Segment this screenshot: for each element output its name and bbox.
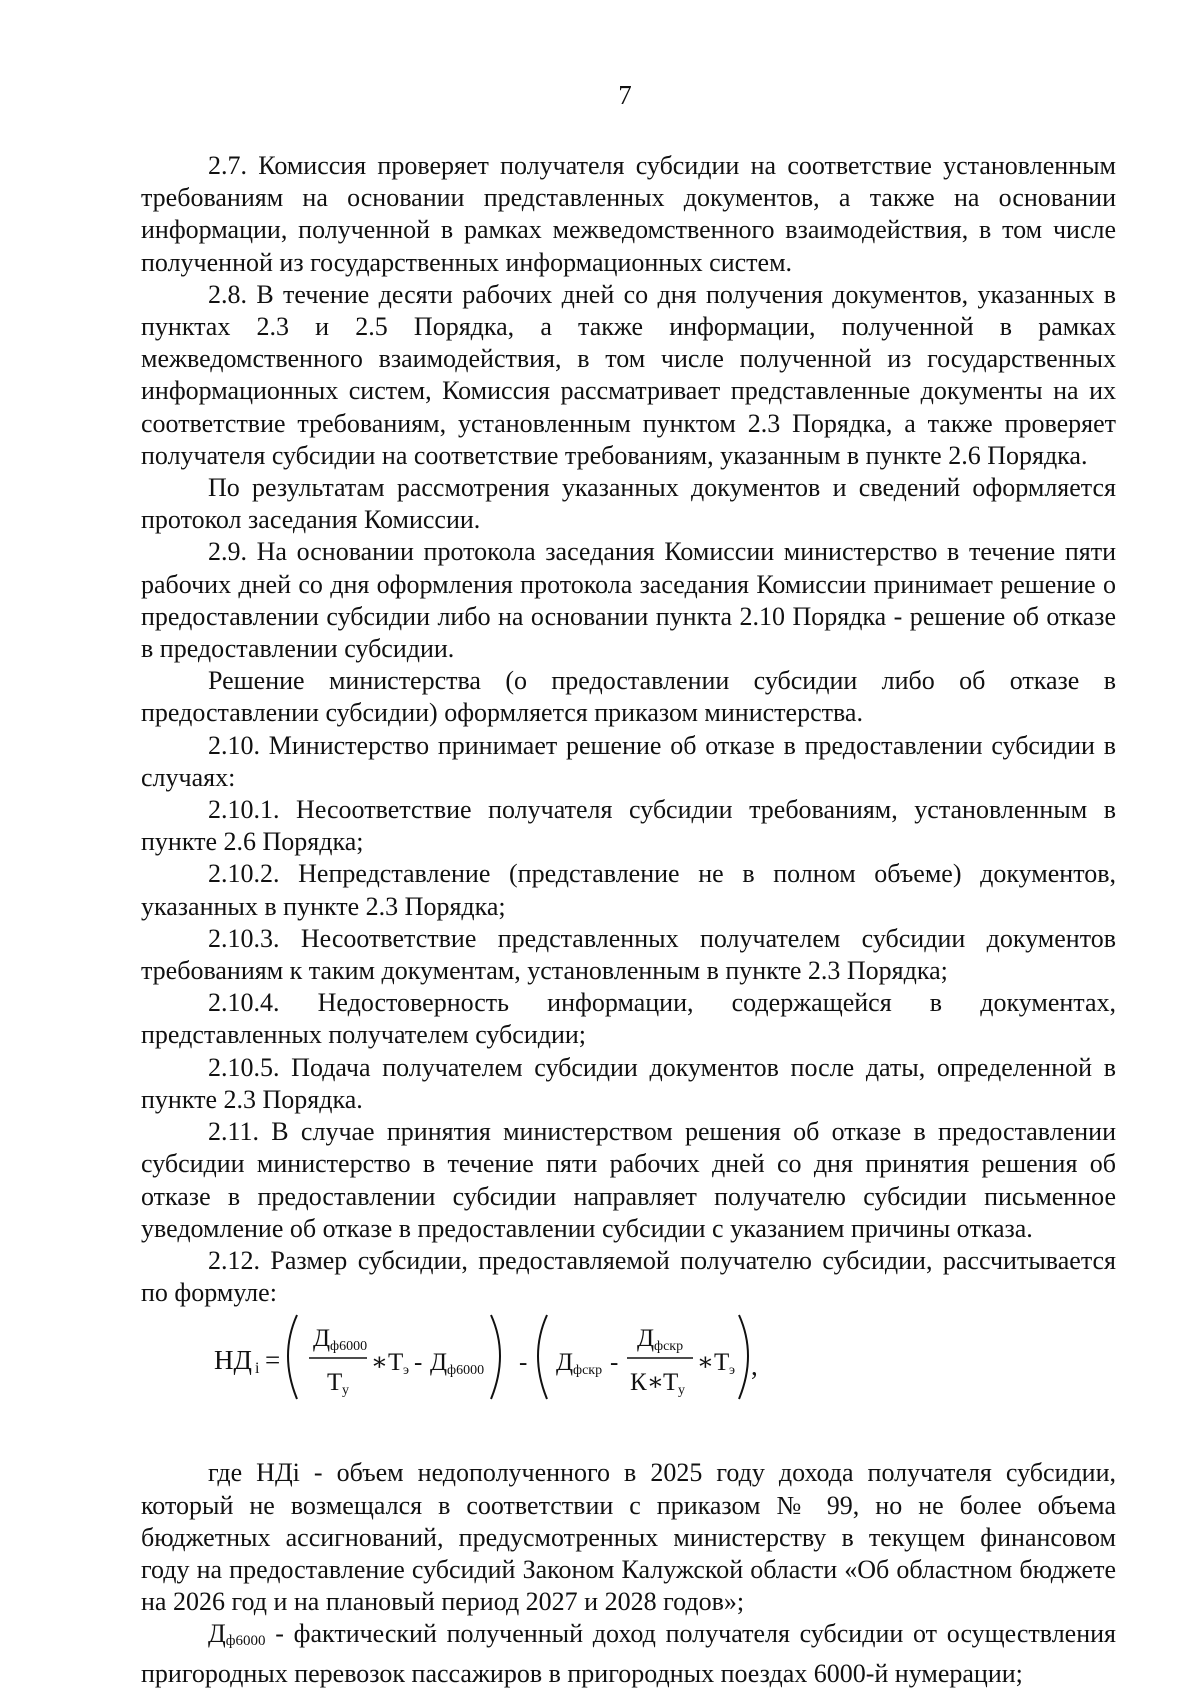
formula-sub-6000-num: ф6000 [330, 1339, 368, 1355]
formula-equals: = [265, 1345, 281, 1376]
paragraph-2-7: 2.7. Комиссия проверяет получателя субсидии на соответствие установленным требованиям на основании представленных документов, а также на основании информации, полученной в рамках межведомственного взаимодействия, в том числе полученной из государственных информационных систем. [141, 151, 1116, 277]
paragraph-2-11: 2.11. В случае принятия министерством решения об отказе в предоставлении субсидии министерство в течение пяти рабочих дней со дня принятия решения об отказе в предоставлении субсидии направляет получателю субсидии письменное уведомление об отказе в предоставлении субсидии с указанием причины отказа. [141, 1117, 1116, 1243]
formula-k: К [630, 1369, 647, 1397]
paragraph-2-9: 2.9. На основании протокола заседания Комиссии министерство в течение пяти рабочих дней со дня оформления протокола заседания Комиссии принимает решение о предоставлении субсидии либо на основании пункта 2.10 Порядка - решение об отказе в предоставлении субсидии. [141, 537, 1116, 664]
paragraph-2-10-2: 2.10.2. Непредставление (представление не в полном объеме) документов, указанных в пункте 2.3 Порядка; [141, 859, 1116, 921]
formula-star-1: ∗ [371, 1349, 388, 1377]
formula-graphic [141, 1309, 1116, 1409]
document-body [141, 150, 1116, 1690]
formula-star-2: ∗ [697, 1349, 714, 1377]
formula-d-skr-num: Д [637, 1325, 655, 1353]
formula-d-6000: Д [430, 1349, 448, 1377]
formula-comma: , [751, 1351, 758, 1382]
formula-d-6000-num: Д [313, 1325, 331, 1353]
formula-t-e-1: Т [388, 1349, 404, 1377]
formula-star-den: ∗ [647, 1369, 664, 1397]
formula-t-den-2: Т [663, 1369, 679, 1397]
paragraph-2-8-result: По результатам рассмотрения указанных документов и сведений оформляется протокол заседания Комиссии. [141, 473, 1116, 535]
page-number: 7 [618, 80, 632, 110]
formula-t-e-2: Т [714, 1349, 730, 1377]
formula-right-paren-2 [739, 1315, 748, 1399]
formula-lhs: НД [214, 1345, 252, 1376]
formula-minus-mid: - [519, 1349, 528, 1377]
formula-lhs-sub: i [255, 1360, 260, 1378]
formula-sub-skr-num: фскр [654, 1339, 684, 1355]
formula-sub-u-2: у [678, 1383, 685, 1399]
formula-sub-6000: ф6000 [447, 1363, 485, 1379]
formula-sub-skr: фскр [573, 1363, 603, 1379]
formula-left-paren-2 [538, 1315, 547, 1399]
paragraph-2-9-decision: Решение министерства (о предоставлении субсидии либо об отказе в предоставлении субсидии) оформляется приказом министерства. [141, 666, 1116, 728]
definition-d6000: - фактический полученный доход получателя субсидии от осуществления пригородных перевозок пассажиров в пригородных поездах 6000-й нумерации; [141, 1619, 1116, 1688]
symbol-d6000-sub: ф6000 [225, 1633, 266, 1650]
symbol-d6000: Д [208, 1619, 226, 1649]
formula-minus-1: - [414, 1349, 423, 1377]
formula-right-paren-1 [491, 1315, 500, 1399]
paragraph-where-d6000 [141, 1618, 1116, 1689]
paragraph-2-10: 2.10. Министерство принимает решение об отказе в предоставлении субсидии в случаях: [141, 730, 1116, 792]
formula-minus-2: - [610, 1349, 619, 1377]
formula-t-den-1: Т [327, 1369, 343, 1397]
formula-sub-u-1: у [342, 1383, 349, 1399]
paragraph-2-10-5: 2.10.5. Подача получателем субсидии документов после даты, определенной в пункте 2.3 Порядка. [141, 1052, 1116, 1114]
paragraph-2-10-1: 2.10.1. Несоответствие получателя субсидии требованиям, установленным в пункте 2.6 Порядка; [141, 795, 1116, 857]
formula-d-skr: Д [556, 1349, 574, 1377]
formula-left-paren-1 [288, 1315, 297, 1399]
paragraph-2-10-3: 2.10.3. Несоответствие представленных получателем субсидии документов требованиям к таким документам, установленным в пункте 2.3 Порядка; [141, 923, 1116, 986]
paragraph-where-ndi: где НДі - объем недополученного в 2025 году дохода получателя субсидии, который не возмещался в соответствии с приказом № 99, но не более объема бюджетных ассигнований, предусмотренных министерству в текущем финансовом году на предоставление субсидий Законом Калужской области «Об областном бюджете на 2026 год и на плановый период 2027 и 2028 годов»; [141, 1458, 1116, 1617]
formula-sub-e-1: э [403, 1363, 410, 1379]
formula-sub-e-2: э [729, 1363, 736, 1379]
paragraph-2-10-4: 2.10.4. Недостоверность информации, содержащейся в документах, представленных получателем субсидии; [141, 988, 1116, 1050]
subsidy-formula [141, 1309, 1116, 1409]
paragraph-2-12: 2.12. Размер субсидии, предоставляемой получателю субсидии, рассчитывается по формуле: [141, 1245, 1116, 1308]
paragraph-2-8: 2.8. В течение десяти рабочих дней со дня получения документов, указанных в пунктах 2.3 и 2.5 Порядка, а также информации, полученной в рамках межведомственного взаимодействия, в том числе полученной из государственных информационных систем, Комиссия рассматривает представленные документы на их соответствие требованиям, установленным пунктом 2.3 Порядка, а также проверяет получателя субсидии на соответствие требованиям, указанным в пункте 2.6 Порядка. [141, 279, 1116, 470]
